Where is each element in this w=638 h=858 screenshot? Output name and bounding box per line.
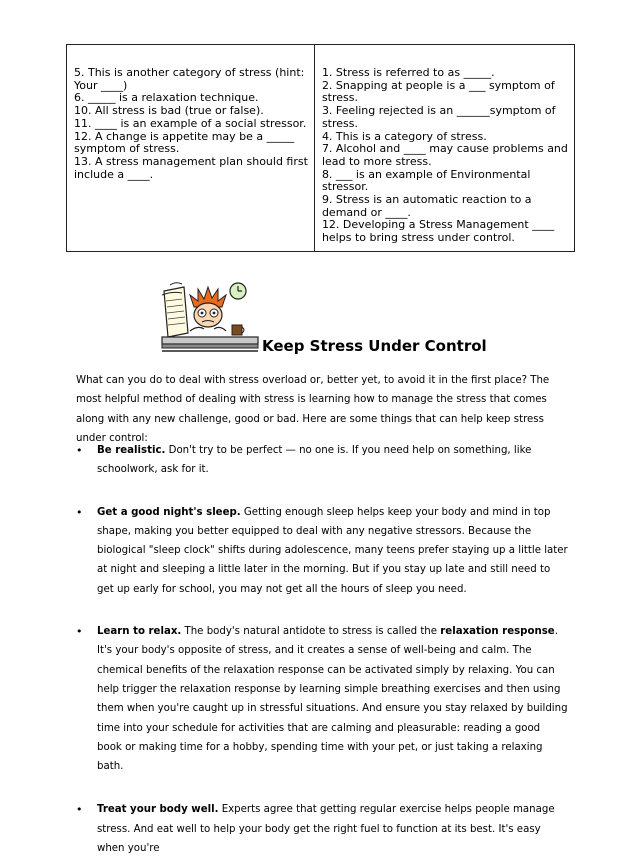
- tip-text: The body's natural antidote to stress is called the: [181, 626, 441, 638]
- list-item: [76, 622, 568, 776]
- clue-line: 4. This is a category of stress.: [321, 129, 487, 143]
- clue-line: stressor.: [321, 180, 369, 194]
- tip-bold-term: relaxation response: [440, 626, 555, 638]
- desk-icon: [162, 337, 258, 351]
- clue-line: demand or ____.: [321, 205, 411, 219]
- clue-column-left: [67, 45, 315, 252]
- clue-line: 12. Developing a Stress Management ____: [321, 218, 555, 232]
- face-icon: [194, 303, 222, 327]
- stressed-person-at-desk-icon: [160, 281, 260, 355]
- tip-title: Get a good night's sleep.: [97, 506, 241, 518]
- clue-line: 10. All stress is bad (true or false).: [74, 104, 264, 118]
- tip-title: Learn to relax.: [97, 626, 182, 638]
- bullet-glyph: •: [76, 803, 83, 817]
- section-heading: Keep Stress Under Control: [262, 337, 487, 355]
- intro-paragraph: What can you do to deal with stress overload or, better yet, to avoid it in the first place? The most helpful method of dealing with stress is learning how to manage the stress that comes along with any new challenge, good or bad. Here are some things that can help keep stress under control:: [76, 375, 550, 444]
- clue-line: 6. _____ is a relaxation technique.: [74, 91, 259, 105]
- clue-line: helps to bring stress under control.: [321, 231, 515, 245]
- tip-text: . It's your body's opposite of stress, and it creates a sense of well-being and calm. The chemical benefits of the relaxation response can be activated simply by relaxing. You can help trigger the relaxation response by learning simple breathing exercises and then using them when you're caught up in stressful situations. And ensure you stay relaxed by building time into your schedule for activities that are calming and pleasurable: reading a good book or making time for a hobby, spending time with your pet, or just taking a relaxing bath.: [97, 626, 568, 773]
- tip-title: Be realistic.: [97, 445, 166, 456]
- tip-text: Getting enough sleep helps keep your body and mind in top shape, making you better equipped to deal with any negative stressors. Because the biological "sleep clock" shifts during adolescence, many teens prefer staying up a little later at night and sleeping a little later in the morning. But if you stay up late and still need to get up early for school, you may not get all the hours of sleep you need.: [97, 506, 568, 595]
- clue-line: 9. Stress is an automatic reaction to a: [321, 193, 532, 207]
- arms-icon: [190, 327, 226, 331]
- paper-stack-icon: [162, 283, 188, 337]
- list-item: [76, 441, 568, 480]
- clue-line: 8. ___ is an example of Environmental: [321, 167, 531, 181]
- clue-line: lead to more stress.: [321, 154, 432, 168]
- tip-title: Treat your body well.: [97, 804, 219, 816]
- list-item: [76, 503, 568, 599]
- clue-line: 13. A stress management plan should first: [74, 154, 308, 168]
- coffee-cup-icon: [232, 325, 244, 335]
- clue-line: 12. A change is appetite may be a _____: [74, 129, 295, 143]
- tip-text: Experts agree that getting regular exercise helps people manage stress. And eat well to help your body get the right fuel to function at its best. It's easy when you're: [97, 804, 555, 855]
- clue-line: 5. This is another category of stress (hint:: [74, 66, 305, 79]
- list-item: [76, 800, 568, 858]
- clue-line: symptom of stress.: [74, 142, 180, 156]
- bullet-glyph: •: [76, 625, 83, 639]
- clue-column-right: [314, 45, 574, 252]
- clue-line: 11. ____ is an example of a social stressor.: [74, 116, 307, 130]
- crossword-clue-table: [66, 44, 575, 252]
- tip-text: Don't try to be perfect — no one is. If you need help on something, like schoolwork, ask for it.: [97, 445, 532, 476]
- clue-line: stress.: [321, 91, 358, 105]
- clock-icon: [230, 283, 246, 299]
- clue-line: include a ____.: [74, 167, 154, 181]
- clue-line: 1. Stress is referred to as _____.: [321, 66, 495, 79]
- bullet-glyph: •: [76, 444, 83, 457]
- clue-line: Your ____): [74, 78, 128, 92]
- clue-line: stress.: [321, 116, 358, 130]
- clue-line: 2. Snapping at people is a ___ symptom of: [321, 78, 555, 92]
- bullet-glyph: •: [76, 505, 83, 519]
- clue-line: 3. Feeling rejected is an ______symptom of: [321, 104, 556, 118]
- tips-list: [76, 441, 568, 858]
- clue-line: 7. Alcohol and ____ may cause problems and: [321, 142, 568, 156]
